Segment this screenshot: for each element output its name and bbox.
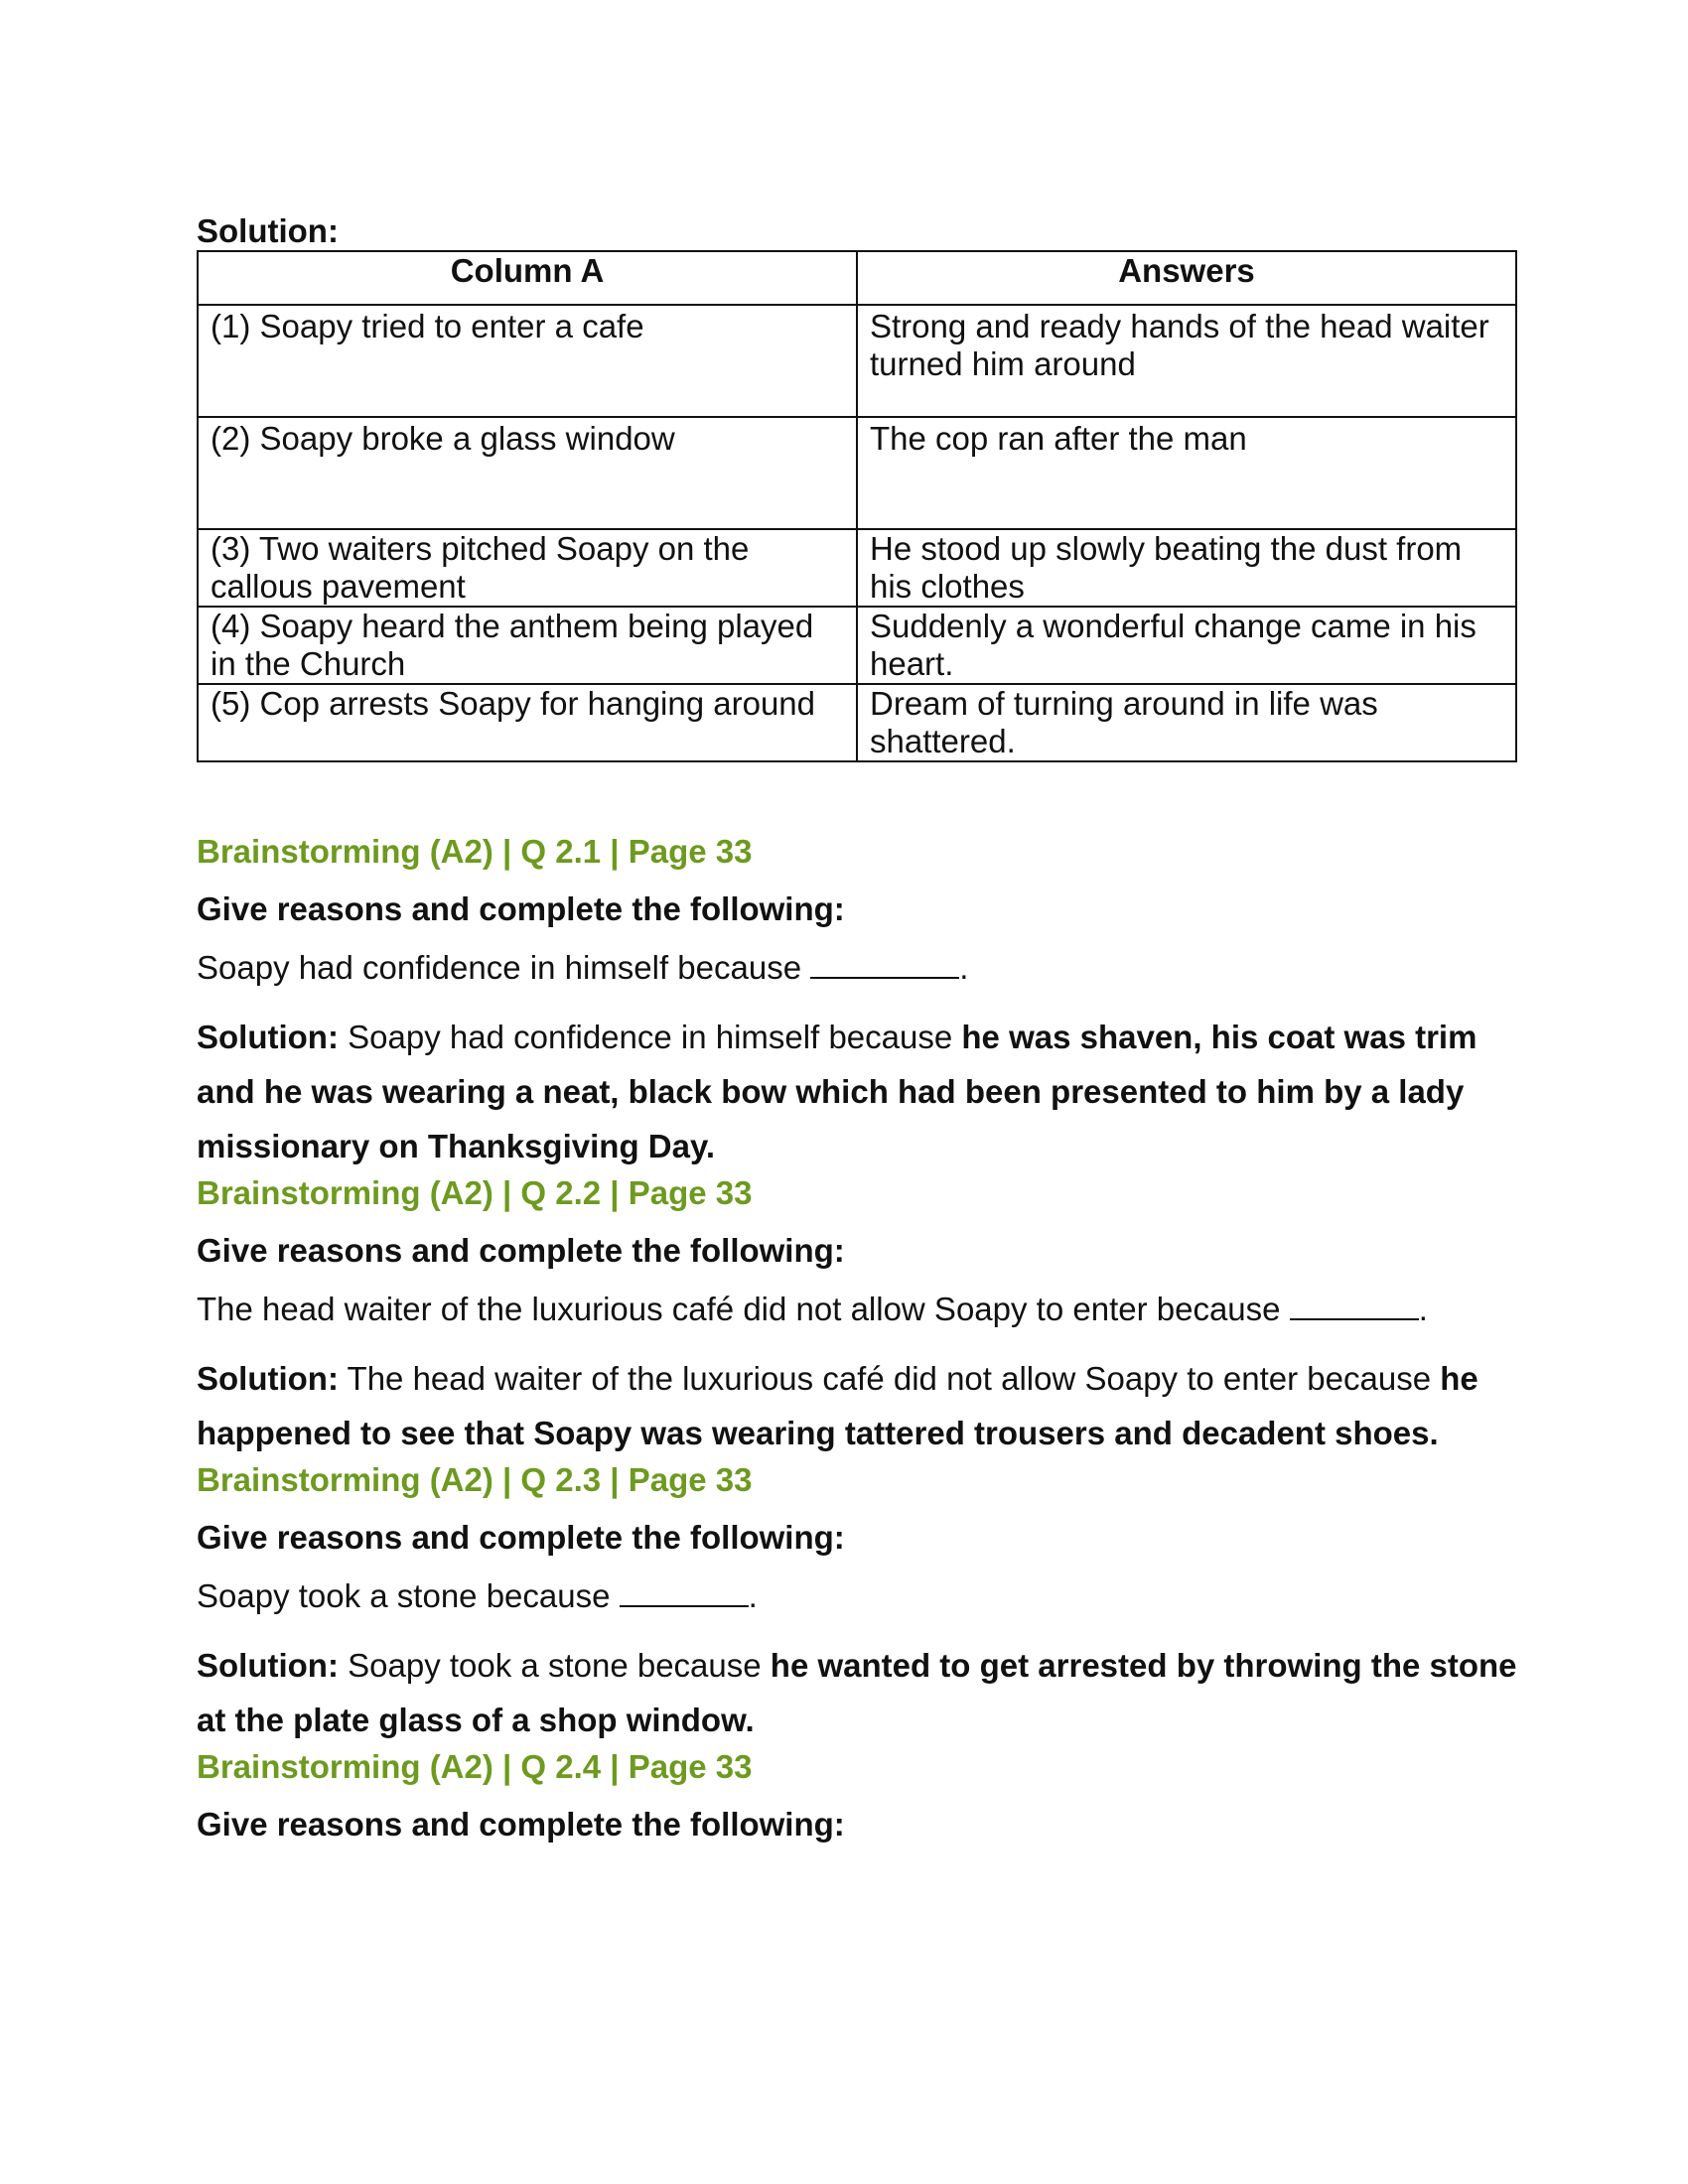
answer-blank	[620, 1575, 749, 1607]
solution-label: Solution:	[197, 1647, 339, 1684]
table-cell-column-a: (3) Two waiters pitched Soapy on the callous pavement	[198, 529, 857, 607]
question-block	[197, 1173, 1517, 1460]
match-table	[197, 250, 1517, 762]
solution-answer-text: he happened to see that Soapy was wearing tattered trousers and decadent shoes.	[197, 1360, 1478, 1451]
solution-plain-text: The head waiter of the luxurious café did not allow Soapy to enter because	[347, 1360, 1432, 1397]
statement-text: The head waiter of the luxurious café did not allow Soapy to enter because	[197, 1291, 1281, 1327]
table-row	[198, 417, 1516, 529]
table-cell-answer: Suddenly a wonderful change came in his heart.	[857, 607, 1516, 684]
solution-plain-text: Soapy took a stone because	[348, 1647, 762, 1684]
question-solution	[197, 1351, 1517, 1460]
answer-blank	[810, 947, 959, 979]
question-statement	[197, 947, 1517, 988]
table-row	[198, 529, 1516, 607]
question-solution	[197, 1638, 1517, 1747]
question-prompt: Give reasons and complete the following:	[197, 890, 845, 927]
table-cell-column-a: (1) Soapy tried to enter a cafe	[198, 305, 857, 417]
statement-text: Soapy had confidence in himself because	[197, 949, 802, 986]
table-row	[198, 684, 1516, 761]
table-cell-answer: He stood up slowly beating the dust from his clothes	[857, 529, 1516, 607]
question-prompt: Give reasons and complete the following:	[197, 1806, 845, 1843]
question-title-link[interactable]: Brainstorming (A2) | Q 2.3 | Page 33	[197, 1461, 753, 1498]
solution-label: Solution:	[197, 1360, 339, 1397]
question-title-link[interactable]: Brainstorming (A2) | Q 2.1 | Page 33	[197, 833, 753, 870]
solution-answer-text: he was shaven, his coat was trim and he was wearing a neat, black bow which had been presented to him by a lady missionary on Thanksgiving Day.	[197, 1019, 1477, 1164]
question-block	[197, 1460, 1517, 1747]
statement-end: .	[959, 949, 969, 986]
question-title-link[interactable]: Brainstorming (A2) | Q 2.2 | Page 33	[197, 1174, 753, 1211]
statement-text: Soapy took a stone because	[197, 1577, 611, 1614]
table-cell-column-a: (4) Soapy heard the anthem being played in the Church	[198, 607, 857, 684]
question-statement	[197, 1289, 1517, 1329]
statement-end: .	[1418, 1291, 1428, 1327]
table-cell-answer: The cop ran after the man	[857, 417, 1516, 529]
question-statement	[197, 1575, 1517, 1616]
question-block	[197, 1747, 1517, 1844]
table-cell-answer: Strong and ready hands of the head waiter turned him around	[857, 305, 1516, 417]
solution-plain-text: Soapy had confidence in himself because	[348, 1019, 953, 1055]
question-block	[197, 832, 1517, 1173]
question-solution	[197, 1010, 1517, 1173]
table-cell-answer: Dream of turning around in life was shattered.	[857, 684, 1516, 761]
column-a-header: Column A	[198, 251, 857, 305]
statement-end: .	[748, 1577, 758, 1614]
answers-header: Answers	[857, 251, 1516, 305]
solution-answer-text: he wanted to get arrested by throwing the stone at the plate glass of a shop window.	[197, 1647, 1517, 1738]
question-title-link[interactable]: Brainstorming (A2) | Q 2.4 | Page 33	[197, 1748, 753, 1785]
table-row	[198, 305, 1516, 417]
solution-label: Solution:	[197, 1019, 339, 1055]
page-content	[197, 212, 1517, 1844]
table-cell-column-a: (2) Soapy broke a glass window	[198, 417, 857, 529]
solution-heading: Solution:	[197, 212, 339, 249]
table-cell-column-a: (5) Cop arrests Soapy for hanging around	[198, 684, 857, 761]
table-row	[198, 607, 1516, 684]
answer-blank	[1290, 1289, 1419, 1320]
question-prompt: Give reasons and complete the following:	[197, 1519, 845, 1556]
question-prompt: Give reasons and complete the following:	[197, 1232, 845, 1269]
